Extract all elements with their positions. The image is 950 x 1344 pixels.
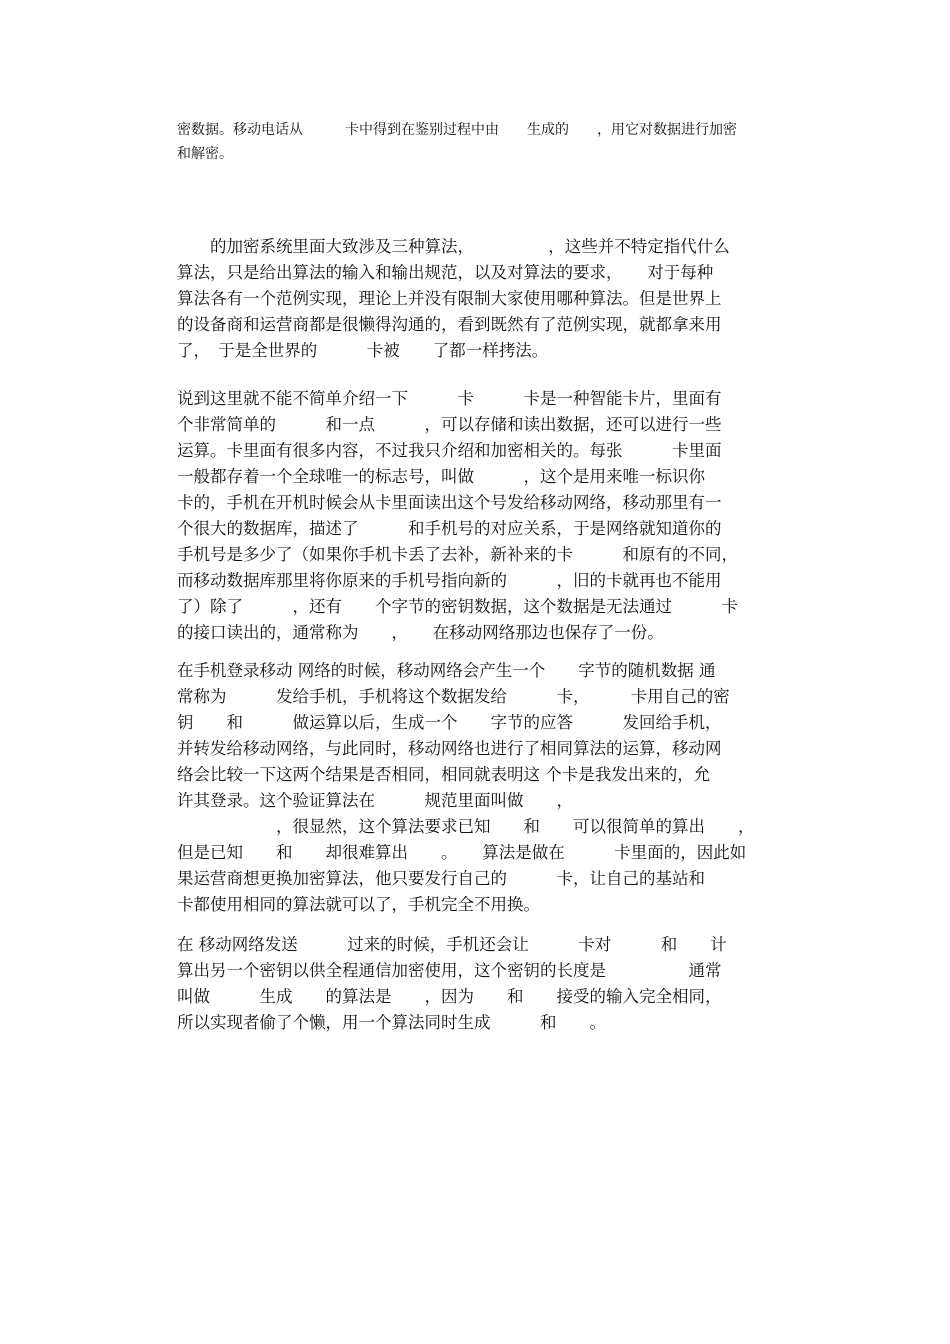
- text-line: 的设备商和运营商都是很懒得沟通的，看到既然有了范例实现，就都拿来用: [177, 315, 722, 334]
- text-line: 钥 和 做运算以后，生成一个 字节的应答 发回给手机，: [177, 713, 722, 732]
- paragraph-session-key: [177, 932, 817, 1036]
- text-line: 卡都使用相同的算法就可以了，手机完全不用换。: [177, 895, 540, 914]
- text-line: 了）除了 ，还有 个字节的密钥数据，这个数据是无法通过 卡: [177, 597, 738, 616]
- text-line: 卡的，手机在开机时候会从卡里面读出这个号发给移动网络，移动那里有一: [177, 493, 722, 512]
- text-line: 手机号是多少了（如果你手机卡丢了去补，新补来的卡 和原有的不同，: [177, 545, 738, 564]
- text-line: 和解密。: [177, 146, 233, 162]
- text-line: 算法各有一个范例实现，理论上并没有限制大家使用哪种算法。但是世界上: [177, 289, 722, 308]
- intro-paragraph: [177, 118, 817, 166]
- text-line: 的加密系统里面大致涉及三种算法， ，这些并不特定指代什么: [177, 237, 730, 256]
- paragraph-encryption-algorithms: [177, 234, 817, 364]
- text-line: 说到这里就不能不简单介绍一下 卡 卡是一种智能卡片，里面有: [177, 389, 722, 408]
- text-line: 而移动数据库那里将你原来的手机号指向新的 ，旧的卡就再也不能用: [177, 571, 722, 590]
- paragraph-authentication: [177, 658, 817, 918]
- text-line: 一般都存着一个全球唯一的标志号，叫做 ，这个是用来唯一标识你: [177, 467, 705, 486]
- text-line: 叫做 生成 的算法是 ，因为 和 接受的输入完全相同，: [177, 987, 722, 1006]
- text-line: 许其登录。这个验证算法在 规范里面叫做 ，: [177, 791, 573, 810]
- text-line: 并转发给移动网络，与此同时，移动网络也进行了相同算法的运算，移动网: [177, 739, 722, 758]
- paragraph-sim-card: [177, 386, 817, 646]
- text-line: 但是已知 和 却很难算出 。 算法是做在 卡里面的，因此如: [177, 843, 747, 862]
- text-line: 常称为 发给手机，手机将这个数据发给 卡， 卡用自己的密: [177, 687, 730, 706]
- text-line: 算法，只是给出算法的输入和输出规范，以及对算法的要求， 对于每种: [177, 263, 714, 282]
- text-line: ，很显然，这个算法要求已知 和 可以很简单的算出 ，: [177, 817, 755, 836]
- text-line: 个非常简单的 和一点 ，可以存储和读出数据，还可以进行一些: [177, 415, 722, 434]
- text-line: 的接口读出的，通常称为 ， 在移动网络那边也保存了一份。: [177, 623, 664, 642]
- text-line: 在手机登录移动 网络的时候，移动网络会产生一个 字节的随机数据 通: [177, 661, 716, 680]
- text-line: 密数据。移动电话从 卡中得到在鉴别过程中由 生成的 ，用它对数据进行加密: [177, 122, 737, 138]
- text-line: 了， 于是全世界的 卡被 了都一样拷法。: [177, 341, 549, 360]
- text-line: 所以实现者偷了个懒，用一个算法同时生成 和 。: [177, 1013, 606, 1032]
- text-line: 运算。卡里面有很多内容，不过我只介绍和加密相关的。每张 卡里面: [177, 441, 722, 460]
- text-line: 络会比较一下这两个结果是否相同，相同就表明这 个卡是我发出来的，允: [177, 765, 711, 784]
- text-line: 算出另一个密钥以供全程通信加密使用，这个密钥的长度是 通常: [177, 961, 722, 980]
- text-line: 在 移动网络发送 过来的时候，手机还会让 卡对 和 计: [177, 935, 727, 954]
- text-line: 个很大的数据库，描述了 和手机号的对应关系，于是网络就知道你的: [177, 519, 722, 538]
- text-line: 果运营商想更换加密算法，他只要发行自己的 卡，让自己的基站和: [177, 869, 705, 888]
